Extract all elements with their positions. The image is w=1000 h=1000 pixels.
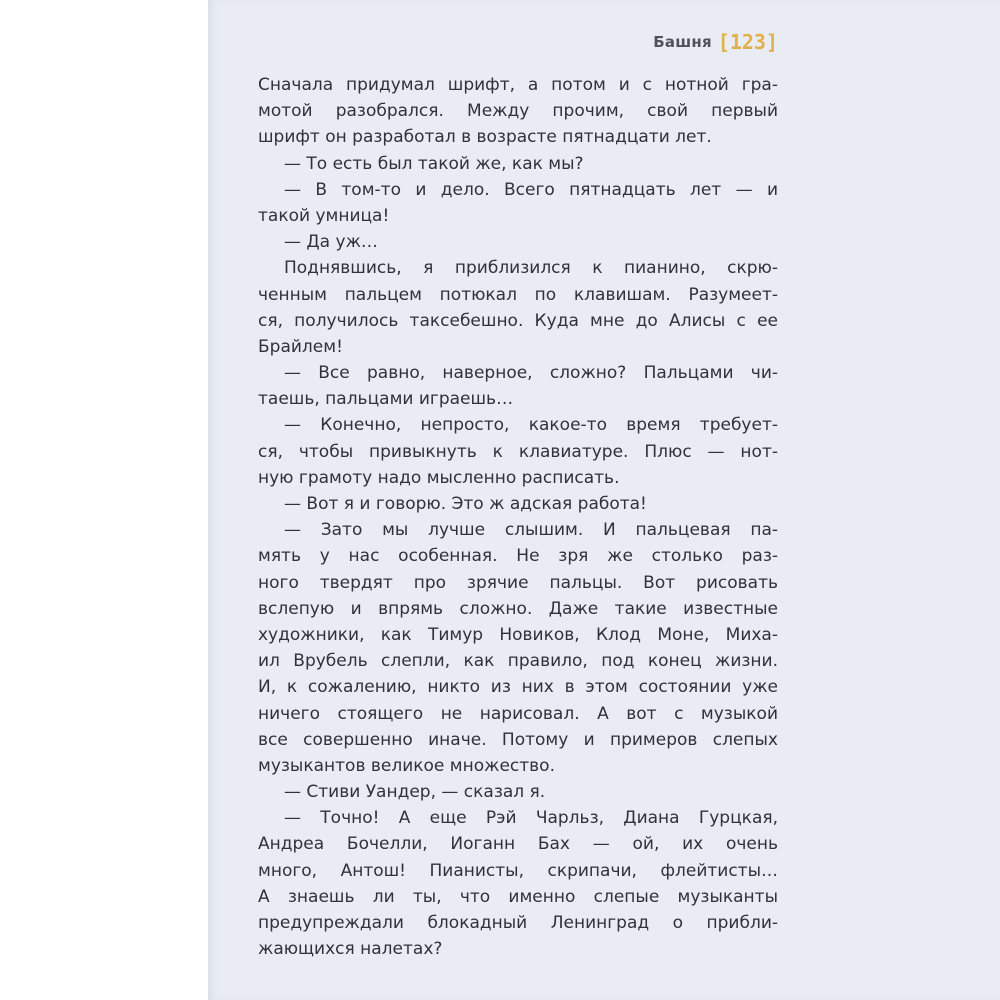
text-line: Поднявшись, я приблизился к пианино, скрю- [284, 258, 778, 279]
text-line: А знаешь ли ты, что именно слепые музыканты [258, 886, 778, 907]
text-line: много, Антош! Пианисты, скрипачи, флейтисты… [258, 860, 778, 881]
text-line: — Стиви Уандер, — сказал я. [284, 782, 546, 803]
text-line: — Все равно, наверное, сложно? Пальцами чи- [284, 363, 778, 384]
text-line: ничего стоящего не нарисовал. А вот с музыкой [258, 703, 778, 724]
text-line: предупреждали блокадный Ленинград о прибли- [258, 913, 778, 933]
text-line: — Конечно, непросто, какое-то время требует- [284, 415, 778, 436]
text-line: Сначала придумал шрифт, а потом и с нотной гра- [258, 75, 778, 95]
text-line: жающихся налетах? [258, 939, 443, 960]
text-line: — Вот я и говорю. Это ж адская работа! [284, 494, 647, 514]
running-title: Башня [653, 33, 712, 51]
text-line: художники, как Тимур Новиков, Клод Моне, Михa- [258, 624, 778, 645]
text-line: ся, чтобы привыкнуть к клавиатуре. Плюс — нот- [258, 441, 778, 462]
text-line: шрифт он разработал в возрасте пятнадцати лет. [258, 127, 712, 148]
text-line: мотой разобрался. Между прочим, свой первый [258, 101, 778, 122]
text-line: таешь, пальцами играешь… [258, 389, 514, 410]
running-header [653, 28, 778, 56]
text-line: ного твердят про зрячие пальцы. Вот рисовать [258, 572, 778, 593]
text-line: все совершенно иначе. Потому и примеров слепых [258, 729, 778, 750]
text-line: — В том-то и дело. Всего пятнадцать лет — и [284, 179, 778, 200]
text-line: — Да уж… [284, 232, 378, 253]
text-line: ную грамоту надо мысленно расписать. [258, 467, 620, 488]
text-line: ил Врубель слепли, как правило, под конец жизни. [258, 651, 778, 672]
text-line: — Зато мы лучше слышим. И пальцевая па- [284, 520, 778, 541]
text-line: ся, получилось таксебешно. Куда мне до Алисы с ее [258, 310, 778, 331]
text-line: — То есть был такой же, как мы? [284, 153, 584, 174]
text-line: Брайлем! [258, 336, 343, 357]
text-line: — Точно! А еще Рэй Чарльз, Диана Гурцкая, [284, 808, 778, 829]
text-line: вслепую и впрямь сложно. Даже такие известные [258, 598, 778, 619]
outer-margin [0, 0, 208, 1000]
page-number: [123] [717, 30, 778, 54]
text-line: И, к сожалению, никто из них в этом состоянии уже [258, 677, 778, 698]
text-line: такой умница! [258, 205, 390, 226]
body-text [258, 72, 778, 962]
text-line: ченным пальцем потюкал по клавишам. Разумеет- [258, 284, 778, 305]
text-line: мять у нас особенная. Не зря же столько раз- [258, 546, 778, 567]
text-line: музыкантов великое множество. [258, 755, 555, 776]
text-line: Андреа Бочелли, Иоганн Бах — ой, их очень [258, 834, 778, 855]
